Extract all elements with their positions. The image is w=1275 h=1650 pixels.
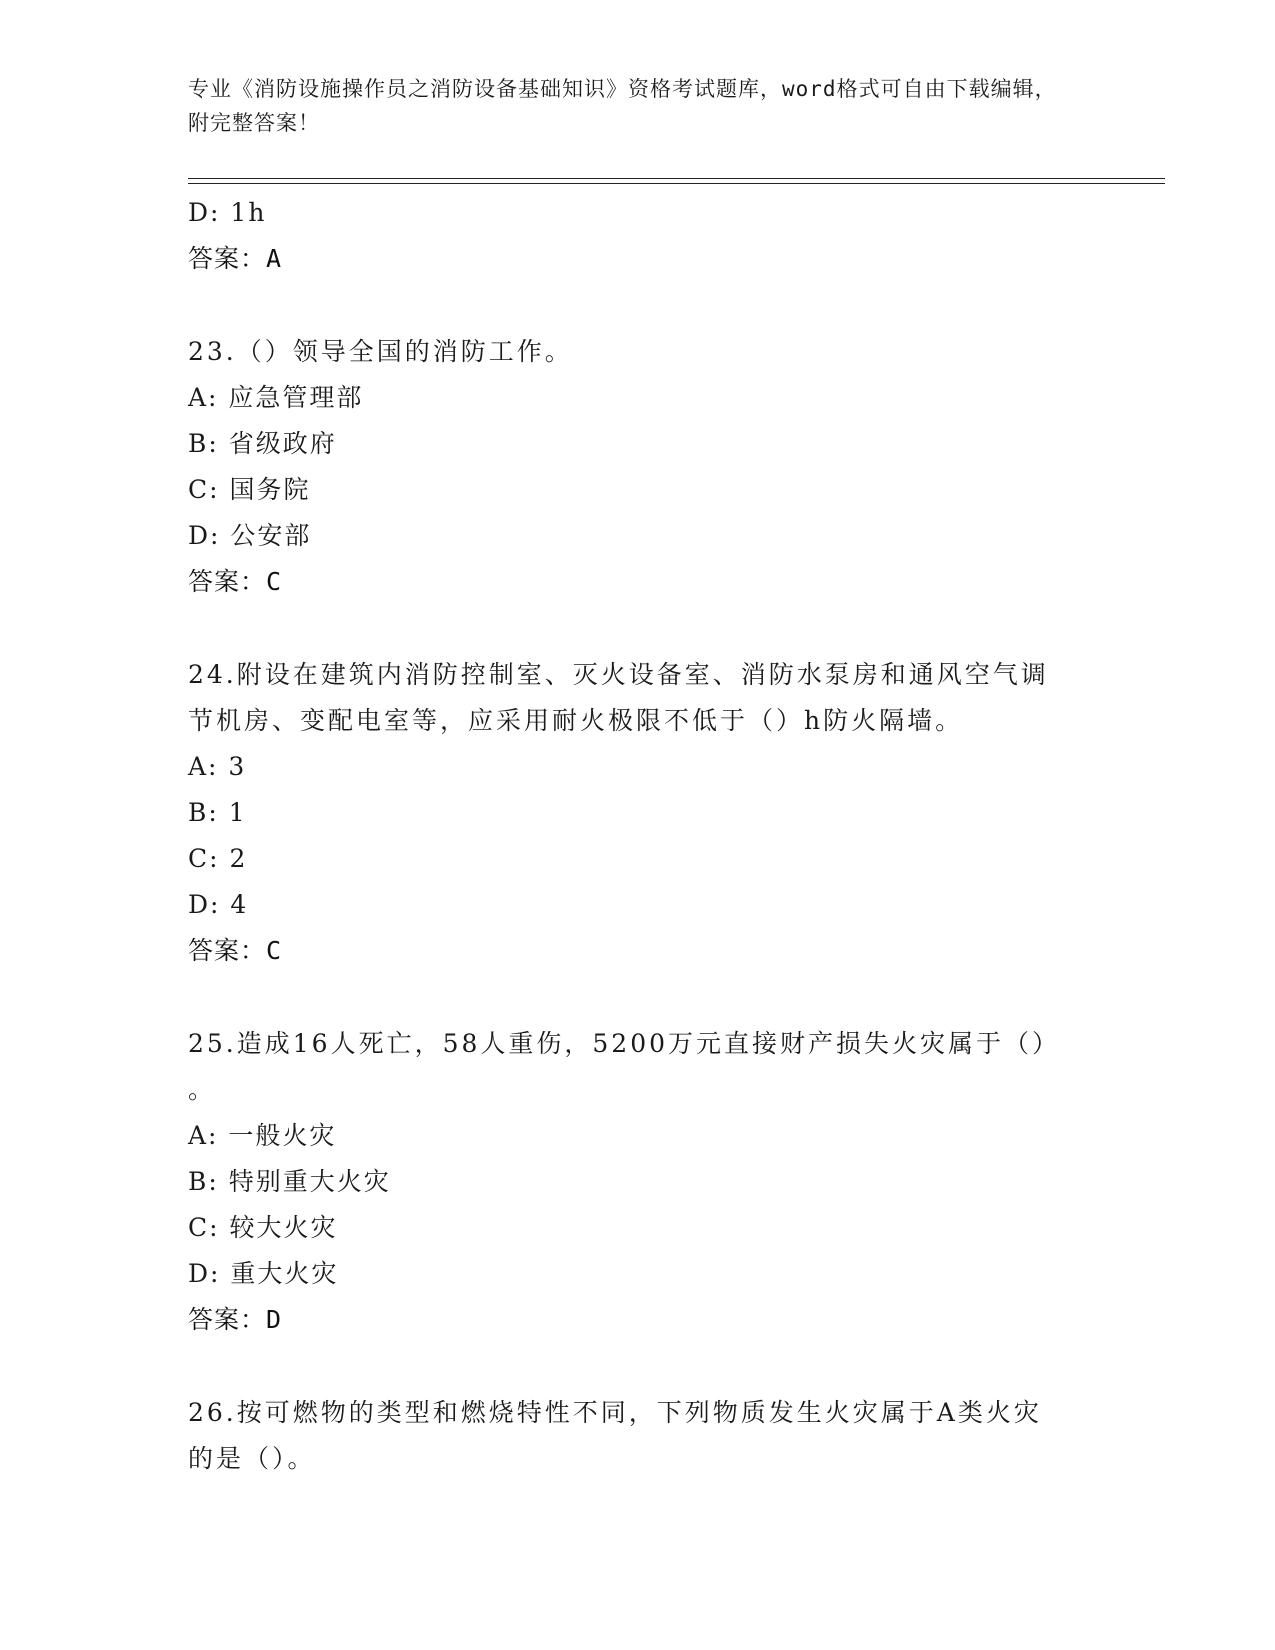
option-b: B: 1 <box>188 798 247 827</box>
answer-label: 答案：C <box>188 936 283 965</box>
option-b: B: 省级政府 <box>188 429 337 458</box>
question-stem-line-2: 节机房、变配电室等，应采用耐火极限不低于（）h防火隔墙。 <box>188 706 964 735</box>
option-b: B: 特别重大火灾 <box>188 1167 391 1196</box>
option-d: D: 公安部 <box>188 521 312 550</box>
question-stem-line-2: 。 <box>188 1075 217 1104</box>
option-c: C: 较大火灾 <box>188 1213 338 1242</box>
document-header <box>188 72 1068 140</box>
option-a: A: 一般火灾 <box>188 1121 337 1150</box>
option-a: A: 应急管理部 <box>188 383 364 412</box>
header-text: 专业《消防设施操作员之消防设备基础知识》资格考试题库，word格式可自由下载编辑，附完整答案！ <box>188 77 1057 135</box>
question-stem-line-1: 25.造成16人死亡，58人重伤，5200万元直接财产损失火灾属于（） <box>188 1029 1061 1058</box>
option-d: D: 重大火灾 <box>188 1259 339 1288</box>
answer-label: 答案：C <box>188 567 283 596</box>
option-d: D: 1h <box>188 198 267 227</box>
question-stem-line-2: 的是（）。 <box>188 1444 316 1473</box>
question-list <box>188 190 1088 1482</box>
header-divider-top <box>188 178 1165 179</box>
answer-label: 答案：A <box>188 244 283 273</box>
question-23 <box>188 329 1088 605</box>
option-a: A: 3 <box>188 752 247 781</box>
option-c: C: 2 <box>188 844 248 873</box>
answer-label: 答案：D <box>188 1305 283 1334</box>
question-stem-line-1: 24.附设在建筑内消防控制室、灭火设备室、消防水泵房和通风空气调 <box>188 660 1049 689</box>
question-24 <box>188 652 1088 974</box>
option-c: C: 国务院 <box>188 475 311 504</box>
question-26 <box>188 1390 1088 1482</box>
question-25 <box>188 1021 1088 1343</box>
header-divider-bottom <box>188 183 1165 184</box>
question-stem-line-1: 26.按可燃物的类型和燃烧特性不同，下列物质发生火灾属于A类火灾 <box>188 1398 1042 1427</box>
question-stem: 23.（）领导全国的消防工作。 <box>188 337 573 366</box>
option-d: D: 4 <box>188 890 249 919</box>
